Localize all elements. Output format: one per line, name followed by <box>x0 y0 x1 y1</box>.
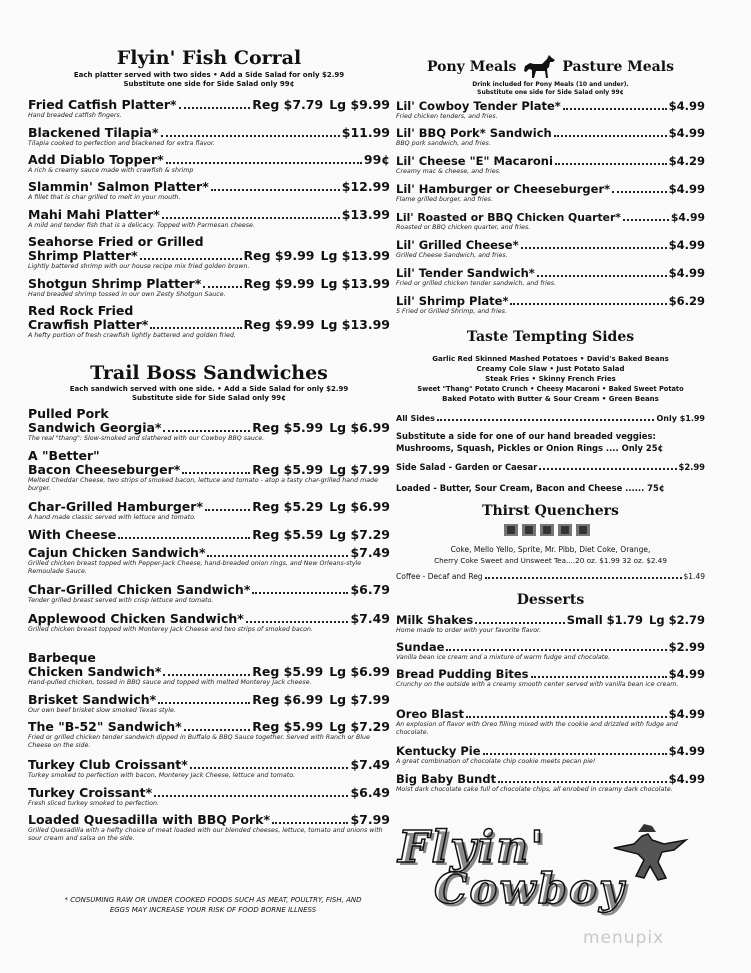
drink-icons <box>504 524 590 536</box>
menu-item: Lil' Cheese "E" Macaroni $4.29 Creamy mac & cheese, and fries. <box>396 154 705 175</box>
all-sides-row: All Sides Only $1.99 <box>396 414 705 423</box>
menu-item: Lil' Shrimp Plate* $6.29 5 Fried or Grilled Shrimp, and fries. <box>396 294 705 315</box>
menu-item: Milk Shakes Small $1.79 Lg $2.79 Home made to order with your favorite flavor. <box>396 613 705 634</box>
menu-item: Turkey Club Croissant* $7.49 Turkey smoked to perfection with bacon, Monterey Jack Cheese, lettuce and tomato. <box>28 757 390 779</box>
fish-subtitle-2: Substitute one side for Side Salad only 99¢ <box>123 80 295 88</box>
horse-icon <box>522 54 556 80</box>
menu-item: Char-Grilled Chicken Sandwich* $6.79 Tender grilled breast served with crisp lettuce and tomato. <box>28 582 390 604</box>
menu-item: Sundae $2.99 Vanilla bean ice cream and a mixture of warm fudge and chocolate. <box>396 640 705 661</box>
sides-line: Garlic Red Skinned Mashed Potatoes • David's Baked Beans <box>432 355 669 363</box>
menu-item: Add Diablo Topper* 99¢ A rich & creamy sauce made with crawfish & shrimp <box>28 152 390 174</box>
menu-item: Applewood Chicken Sandwich* $7.49 Grilled chicken breast topped with Monterey Jack Cheese and two strips of smoked bacon. <box>28 611 390 633</box>
logo-line-1: Flyin' <box>398 822 546 873</box>
menu-item: A "Better" Bacon Cheeseburger* Reg $5.99 Lg $7.99 Melted Cheddar Cheese, two strips of smoked bacon, lettuce and tomato - atop a tasty char-grilled hand made burger. <box>28 448 390 492</box>
menupix-watermark: menupix <box>583 928 665 948</box>
fish-title: Flyin' Fish Corral <box>116 47 302 69</box>
drinks-line-2: Cherry Coke Sweet and Unsweet Tea....20 oz. $1.99 32 oz. $2.49 <box>434 556 667 565</box>
sides-line: Sweet "Thang" Potato Crunch • Cheesy Macaroni • Baked Sweet Potato <box>417 385 684 393</box>
menu-item: Turkey Croissant* $6.49 Fresh sliced turkey smoked to perfection. <box>28 785 390 807</box>
cup-icon <box>540 524 554 536</box>
menu-item: Oreo Blast $4.99 An explosion of flavor with Oreo filling mixed with the cookie and drizzled with fudge and chocolate. <box>396 707 705 736</box>
side-salad-row: Side Salad - Garden or Caesar $2.99 <box>396 462 705 472</box>
coffee-row: Coffee - Decaf and Reg $1.49 <box>396 572 705 581</box>
drinks-title: Thirst Quenchers <box>482 503 619 519</box>
menu-item: Lil' Cowboy Tender Plate* $4.99 Fried chicken tenders, and fries. <box>396 99 705 120</box>
menu-item: Shotgun Shrimp Platter* Reg $9.99 Lg $13.99 Hand breaded shrimp tossed in our own Zesty Shotgun Sauce. <box>28 276 390 298</box>
drinks-line: Coke, Mello Yello, Sprite, Mr. Pibb, Diet Coke, Orange, <box>450 545 651 554</box>
logo-line-2: Cowboy <box>434 864 626 913</box>
sandwiches-subtitle-2: Substitute side for Side Salad only 99¢ <box>131 394 287 402</box>
substitute-line: Substitute a side for one of our hand breaded veggies: <box>396 431 656 441</box>
sides-title: Taste Tempting Sides <box>466 329 635 345</box>
menu-item: Bread Pudding Bites $4.99 Crunchy on the outside with a creamy smooth center served with vanilla bean ice cream. <box>396 667 705 688</box>
menu-item: Kentucky Pie $4.99 A great combination of chocolate chip cookie meets pecan pie! <box>396 744 705 765</box>
cowboy-figure-icon <box>604 818 694 890</box>
fish-subtitle: Each platter served with two sides • Add a Side Salad for only $2.99 <box>73 71 345 79</box>
pony-title: Pony Meals Pasture Meals <box>396 54 705 80</box>
substitute-line-2: Mushrooms, Squash, Pickles or Onion Rings .... Only 25¢ <box>396 443 664 453</box>
desserts-title: Desserts <box>516 592 585 608</box>
menu-item: Pulled Pork Sandwich Georgia* Reg $5.99 Lg $6.99 The real "thang": Slow-smoked and slathered with our Cowboy BBQ sauce. <box>28 406 390 442</box>
cup-icon <box>522 524 536 536</box>
menu-item: Char-Grilled Hamburger* Reg $5.29 Lg $6.99 A hand made classic served with lettuce and tomato. <box>28 499 390 521</box>
pony-subtitle-2: Substitute one side for Side Salad only 99¢ <box>477 89 624 96</box>
pony-subtitle: Drink included for Pony Meals (10 and under). <box>472 81 629 88</box>
menu-item: Barbeque Chicken Sandwich* Reg $5.99 Lg $6.99 Hand-pulled chicken, tossed in BBQ sauce and topped with melted Monterey Jack cheese. <box>28 650 390 686</box>
menu-item: Seahorse Fried or Grilled Shrimp Platter* Reg $9.99 Lg $13.99 Lightly battered shrimp with our house recipe mix fried golden brown. <box>28 234 390 270</box>
sides-line: Creamy Cole Slaw • Just Potato Salad <box>476 365 625 373</box>
food-safety-footnote: * CONSUMING RAW OR UNDER COOKED FOODS SUCH AS MEAT, POULTRY, FISH, AND EGGS MAY INCREASE YOUR RISK OF FOOD BORNE ILLNESS <box>64 896 362 914</box>
menu-item: Lil' Grilled Cheese* $4.99 Grilled Cheese Sandwich, and fries. <box>396 238 705 259</box>
menu-item: With Cheese Reg $5.59 Lg $7.29 <box>28 527 390 542</box>
menu-item: Red Rock Fried Crawfish Platter* Reg $9.99 Lg $13.99 A hefty portion of fresh crawfish lightly battered and golden fried. <box>28 303 390 339</box>
menu-item: Fried Catfish Platter* Reg $7.79 Lg $9.99 Hand breaded catfish fingers. <box>28 97 390 119</box>
menu-item: Slammin' Salmon Platter* $12.99 A fillet that is char grilled to melt in your mouth. <box>28 179 390 201</box>
menu-item: Big Baby Bundt $4.99 Moist dark chocolate cake full of chocolate chips, all enrobed in creamy dark chocolate. <box>396 772 705 793</box>
menu-item: Lil' BBQ Pork* Sandwich $4.99 BBQ pork sandwich, and fries. <box>396 126 705 147</box>
loaded-line: Loaded - Butter, Sour Cream, Bacon and Cheese ...... 75¢ <box>396 483 665 493</box>
menu-item: Mahi Mahi Platter* $13.99 A mild and tender fish that is a delicacy. Topped with Parmesan cheese. <box>28 207 390 229</box>
menu-item: The "B-52" Sandwich* Reg $5.99 Lg $7.29 Fried or grilled chicken tender sandwich dipped in Buffalo & BBQ Sauce together. Served with Ranch or Blue Cheese on the side. <box>28 719 390 749</box>
menu-item: Loaded Quesadilla with BBQ Pork* $7.99 Grilled Quesadilla with a hefty choice of meat loaded with our blended cheeses, lettuce, tomato and onions with sour cream and salsa on the side. <box>28 812 390 842</box>
menu-item: Brisket Sandwich* Reg $6.99 Lg $7.99 Our own beef brisket slow smoked Texas style. <box>28 692 390 714</box>
sandwiches-subtitle: Each sandwich served with one side. • Add a Side Salad for only $2.99 <box>69 385 349 393</box>
menu-item: Lil' Hamburger or Cheeseburger* $4.99 Flame grilled burger, and fries. <box>396 182 705 203</box>
sides-line: Baked Potato with Butter & Sour Cream • Green Beans <box>442 395 659 403</box>
sides-line: Steak Fries • Skinny French Fries <box>485 375 616 383</box>
menu-item: Lil' Tender Sandwich* $4.99 Fried or grilled chicken tender sandwich, and fries. <box>396 266 705 287</box>
cup-icon <box>558 524 572 536</box>
cup-icon <box>504 524 518 536</box>
menu-item: Lil' Roasted or BBQ Chicken Quarter* $4.99 Roasted or BBQ chicken quarter, and fries. <box>396 211 705 231</box>
flyin-cowboy-logo <box>392 818 712 918</box>
menu-item: Cajun Chicken Sandwich* $7.49 Grilled chicken breast topped with Pepper-Jack Cheese, hand-breaded onion rings, and New Orleans-style Remoulade Sauce. <box>28 545 390 575</box>
cup-icon <box>576 524 590 536</box>
menu-item: Blackened Tilapia* $11.99 Tilapia cooked to perfection and blackened for extra flavor. <box>28 125 390 147</box>
sandwiches-title: Trail Boss Sandwiches <box>90 362 328 384</box>
